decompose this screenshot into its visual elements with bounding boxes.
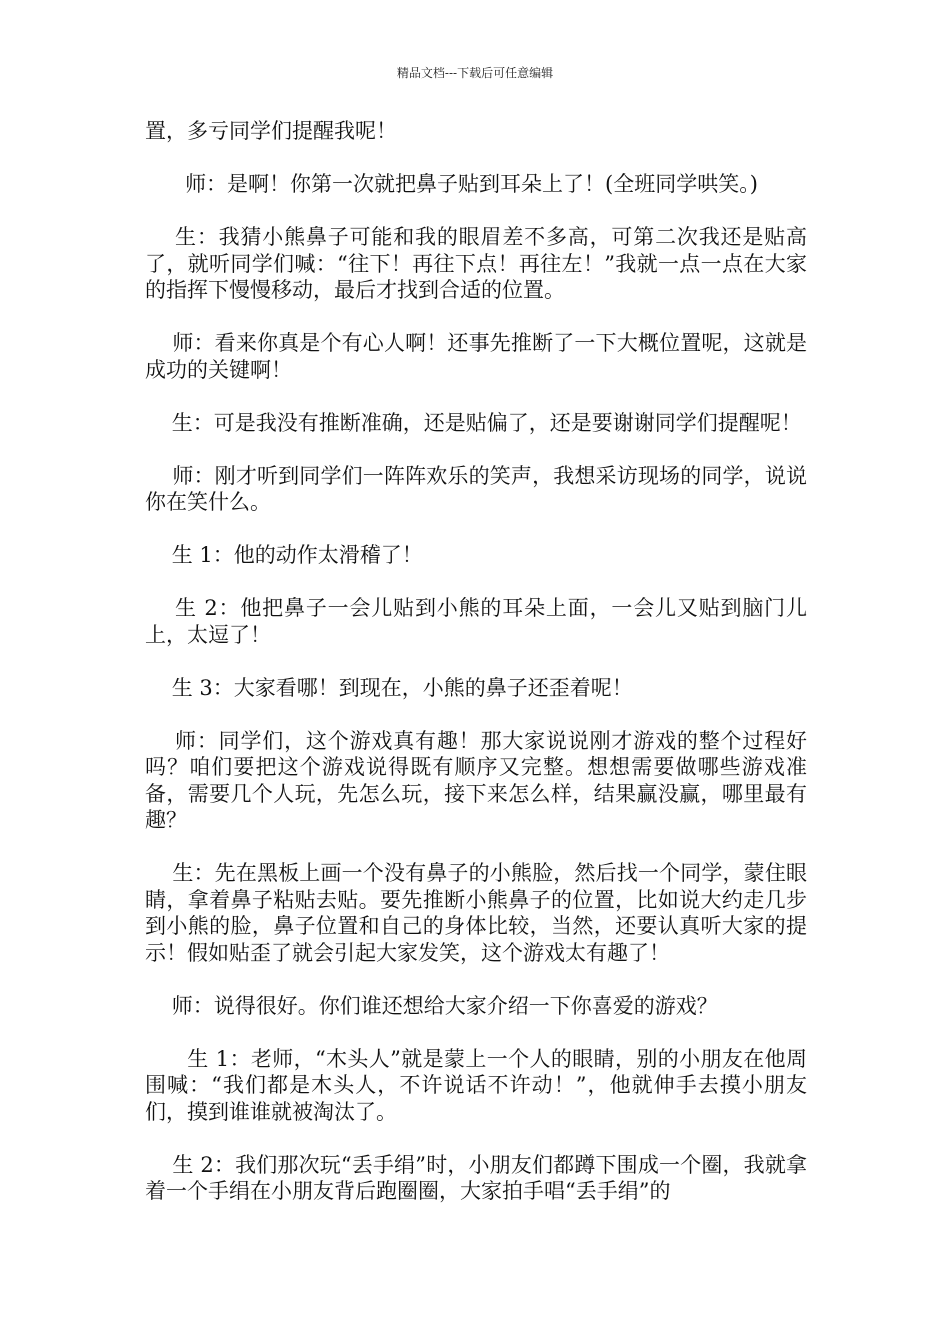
paragraph: 生 3：大家看哪！到现在，小熊的鼻子还歪着呢！ xyxy=(145,675,633,700)
paragraph: 师：刚才听到同学们一阵阵欢乐的笑声，我想采访现场的同学，说说你在笑什么。 xyxy=(145,463,807,514)
paragraph: 生：可是我没有推断准确，还是贴偏了，还是要谢谢同学们提醒呢！ xyxy=(145,410,802,435)
paragraph: 生 2：我们那次玩“丢手绢”时，小朋友们都蹲下围成一个圈，我就拿着一个手绢在小朋友背后跑圈圈，大家拍手唱“丢手绢”的 xyxy=(145,1152,808,1203)
paragraph: 师：同学们，这个游戏真有趣！那大家说说刚才游戏的整个过程好吗？咱们要把这个游戏说得既有顺序又完整。想想需要做哪些游戏准备，需要几个人玩，先怎么玩，接下来怎么样，结果赢没赢，哪里最有趣？ xyxy=(145,728,808,832)
paragraph: 师：看来你真是个有心人啊！还事先推断了一下大概位置呢，这就是成功的关键啊！ xyxy=(145,331,807,382)
document-body xyxy=(145,118,807,1231)
page-header: 精品文档---下载后可任意编辑 xyxy=(396,66,554,80)
paragraph: 生 1：老师，“木头人”就是蒙上一个人的眼睛，别的小朋友在他周围喊：“我们都是木头人，不许说话不许动！”，他就伸手去摸小朋友们，摸到谁谁就被淘汰了。 xyxy=(145,1046,807,1124)
paragraph: 生：先在黑板上画一个没有鼻子的小熊脸，然后找一个同学，蒙住眼睛，拿着鼻子粘贴去贴。要先推断小熊鼻子的位置，比如说大约走几步到小熊的脸，鼻子位置和自己的身体比较，当然，还要认真听大家的提示！假如贴歪了就会引起大家发笑，这个游戏太有趣了！ xyxy=(145,861,807,965)
paragraph: 置，多亏同学们提醒我呢！ xyxy=(145,119,397,143)
paragraph: 生 2：他把鼻子一会儿贴到小熊的耳朵上面，一会儿又贴到脑门儿上，太逗了！ xyxy=(145,596,807,647)
paragraph: 生 1：他的动作太滑稽了！ xyxy=(145,543,423,567)
paragraph: 师：是啊！你第一次就把鼻子贴到耳朵上了！(全班同学哄笑。) xyxy=(145,172,758,196)
paragraph: 师：说得很好。你们谁还想给大家介绍一下你喜爱的游戏？ xyxy=(145,993,718,1018)
paragraph: 生：我猜小熊鼻子可能和我的眼眉差不多高，可第二次我还是贴高了，就听同学们喊：“往下！再往下点！再往左！”我就一点一点在大家的指挥下慢慢移动，最后才找到合适的位置。 xyxy=(145,225,808,302)
